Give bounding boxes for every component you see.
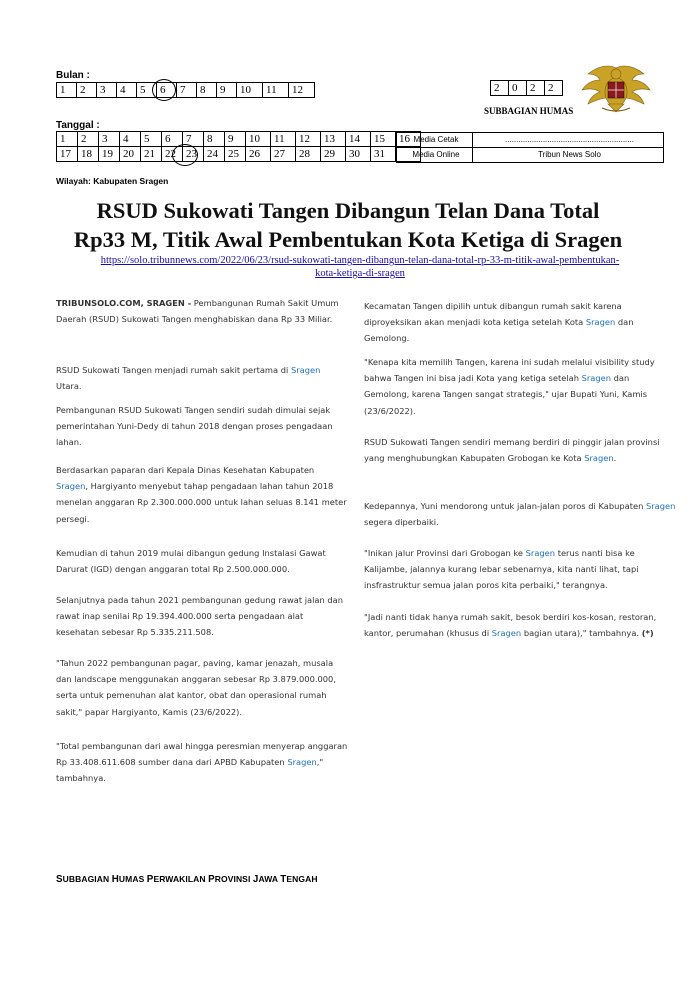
garuda-emblem-icon bbox=[578, 62, 654, 114]
date-cell: 2 bbox=[78, 132, 99, 147]
footer-h1: H bbox=[111, 874, 119, 885]
tanggal-label: Tanggal : bbox=[56, 120, 100, 131]
right-p5-text-a: "Inikan jalur Provinsi dari Grobogan ke bbox=[364, 548, 526, 558]
date-cell: 5 bbox=[141, 132, 162, 147]
footer-h1b: UMAS bbox=[118, 874, 147, 884]
dateline: TRIBUNSOLO.COM, SRAGEN - bbox=[56, 298, 192, 308]
date-cell: 20 bbox=[120, 147, 141, 162]
date-cell: 12 bbox=[296, 132, 321, 147]
date-cell: 16 bbox=[396, 132, 421, 147]
right-p2-text-b: dan Gemolong, karena Tangen sangat strategis," ujar Bupati Yuni, Kamis (23/6/2022). bbox=[364, 373, 648, 416]
month-cell: 12 bbox=[289, 83, 315, 98]
selected-month-circle bbox=[152, 79, 176, 101]
sragen-link[interactable]: Sragen bbox=[581, 373, 612, 384]
right-p4-text-a: Kedepannya, Yuni mendorong untuk jalan-jalan poros di Kabupaten bbox=[364, 501, 646, 511]
end-mark: (*) bbox=[641, 628, 654, 639]
right-p3-text-b: . bbox=[613, 453, 617, 464]
date-cell: 29 bbox=[321, 147, 346, 162]
right-p1-text-a: Kecamatan Tangen dipilih untuk dibangun rumah sakit karena diproyeksikan akan menjadi kota ketiga setelah Kota bbox=[364, 301, 622, 328]
right-p4-text-b: segera diperbaiki. bbox=[364, 517, 439, 528]
date-cell: 22 bbox=[162, 147, 183, 162]
date-cell: 25 bbox=[225, 147, 246, 162]
date-grid bbox=[56, 131, 421, 162]
left-paragraph-3: Pembangunan RSUD Sukowati Tangen sendiri sudah dimulai sejak pemerintahan Yuni-Dedy di tahun 2018 dengan proses pengadaan lahan. bbox=[56, 405, 333, 448]
article-title-line2: Rp33 M, Titik Awal Pembentukan Kota Ketiga di Sragen bbox=[73, 227, 623, 252]
left-p2-text-a: RSUD Sukowati Tangen menjadi rumah sakit pertama di bbox=[56, 365, 291, 375]
left-p8-text-a: "Total pembangunan dari awal hingga peresmian menyerap anggaran Rp 33.408.611.608 sumber dana dari APBD Kabupaten bbox=[56, 741, 348, 768]
month-cell: 5 bbox=[137, 83, 157, 98]
date-cell: 31 bbox=[371, 147, 396, 162]
right-p3-text-a: RSUD Sukowati Tangen sendiri memang berdiri di pinggir jalan provinsi yang menghubungkan Kabupaten Grobogan ke Kota bbox=[364, 437, 660, 464]
date-cell: 27 bbox=[271, 147, 296, 162]
sragen-link[interactable]: Sragen bbox=[491, 628, 522, 639]
left-paragraph-8 bbox=[56, 738, 348, 787]
date-cell: 15 bbox=[371, 132, 396, 147]
sragen-link[interactable]: Sragen bbox=[584, 453, 614, 464]
month-cell: 7 bbox=[177, 83, 197, 98]
media-cetak-label: Media Cetak bbox=[397, 133, 473, 148]
sragen-link[interactable]: Sragen bbox=[290, 365, 321, 375]
year-cell: 2 bbox=[491, 81, 509, 96]
right-paragraph-3 bbox=[364, 434, 676, 466]
article-url-line1[interactable]: https://solo.tribunnews.com/2022/06/23/rsud-sukowati-tangen-dibangun-telan-dana-total-rp-33-m-titik-awal-pembentukan- bbox=[100, 255, 620, 266]
month-cell: 9 bbox=[217, 83, 237, 98]
date-cell: 28 bbox=[296, 147, 321, 162]
media-table bbox=[396, 132, 664, 163]
left-paragraph-6: Selanjutnya pada tahun 2021 pembangunan gedung rawat jalan dan rawat inap senilai Rp 19.394.400.000 serta pengadaan alat kesehatan sebesar Rp 5.335.211.508. bbox=[56, 595, 343, 638]
left-p4-text-b: , Hargiyanto menyebut tahap pengadaan lahan tahun 2018 menelan anggaran Rp 2.300.000.000 untuk lahan seluas 8.141 meter persegi. bbox=[56, 481, 347, 524]
sragen-link[interactable]: Sragen bbox=[645, 501, 676, 511]
date-cell: 24 bbox=[204, 147, 225, 162]
left-paragraph-1 bbox=[56, 295, 348, 327]
month-cell: 1 bbox=[57, 83, 77, 98]
date-cell: 9 bbox=[225, 132, 246, 147]
left-paragraph-7: "Tahun 2022 pembangunan pagar, paving, kamar jenazah, musala dan landscape menggunakan anggaran sebesar Rp 3.879.000.000, serta untuk pemenuhan alat kantor, obat dan operasional rumah sakit," papar Hargiyanto, Kamis (23/6/2022). bbox=[56, 658, 336, 717]
agency-label: SUBBAGIAN HUMAS bbox=[484, 106, 574, 116]
month-cell: 11 bbox=[263, 83, 289, 98]
date-cell: 19 bbox=[99, 147, 120, 162]
article-title-line1: RSUD Sukowati Tangen Dibangun Telan Dana Total bbox=[96, 198, 600, 223]
right-paragraph-4 bbox=[364, 498, 676, 530]
right-paragraph-1 bbox=[364, 298, 676, 347]
footer-agency bbox=[56, 874, 318, 885]
media-cetak-value: .......................................................... bbox=[473, 133, 664, 148]
sragen-link[interactable]: Sragen bbox=[287, 757, 317, 768]
left-paragraph-5: Kemudian di tahun 2019 mulai dibangun gedung Instalasi Gawat Darurat (IGD) dengan anggaran total Rp 2.500.000.000. bbox=[56, 548, 326, 575]
left-p2-text-b: Utara. bbox=[56, 381, 82, 392]
right-p6-text-a: "Jadi nanti tidak hanya rumah sakit, besok berdiri kos-kosan, restoran, kantor, perumahan (khusus di bbox=[364, 612, 657, 639]
date-cell: 17 bbox=[57, 147, 78, 162]
footer-t1b: ENGAH bbox=[286, 874, 318, 884]
footer-s1: S bbox=[56, 874, 63, 885]
date-cell: 1 bbox=[57, 132, 78, 147]
media-online-label: Media Online bbox=[397, 148, 473, 163]
footer-j1b: AWA bbox=[258, 874, 281, 884]
sragen-link[interactable]: Sragen bbox=[56, 481, 86, 492]
year-grid bbox=[490, 80, 563, 96]
date-cell: 10 bbox=[246, 132, 271, 147]
wilayah-label: Wilayah: Kabupaten Sragen bbox=[56, 176, 169, 186]
date-cell: 3 bbox=[99, 132, 120, 147]
right-p1-text-b: dan Gemolong. bbox=[364, 317, 634, 344]
date-cell: 6 bbox=[162, 132, 183, 147]
date-cell: 21 bbox=[141, 147, 162, 162]
left-paragraph-4 bbox=[56, 462, 348, 527]
month-cell: 4 bbox=[117, 83, 137, 98]
footer-j1: J bbox=[252, 874, 259, 885]
left-paragraph-2 bbox=[56, 362, 348, 394]
article-url-line2[interactable]: kota-ketiga-di-sragen bbox=[315, 268, 405, 279]
date-cell: 8 bbox=[204, 132, 225, 147]
date-cell: 7 bbox=[183, 132, 204, 147]
date-cell: 18 bbox=[78, 147, 99, 162]
sragen-link[interactable]: Sragen bbox=[525, 548, 556, 558]
month-cell: 8 bbox=[197, 83, 217, 98]
date-cell: 26 bbox=[246, 147, 271, 162]
date-cell: 11 bbox=[271, 132, 296, 147]
right-paragraph-5 bbox=[364, 545, 676, 594]
date-cell: 13 bbox=[321, 132, 346, 147]
month-cell: 10 bbox=[237, 83, 263, 98]
footer-p2: P bbox=[208, 874, 215, 885]
right-p6-text-b: bagian utara)," tambahnya. bbox=[521, 628, 642, 639]
date-cell: 30 bbox=[346, 147, 371, 162]
footer-t1: T bbox=[280, 874, 287, 885]
left-p8-text-b: ," tambahnya. bbox=[56, 757, 324, 784]
year-cell: 2 bbox=[545, 81, 563, 96]
right-paragraph-2 bbox=[364, 354, 676, 419]
date-cell: 4 bbox=[120, 132, 141, 147]
selected-date-circle bbox=[172, 144, 198, 166]
month-cell: 2 bbox=[77, 83, 97, 98]
date-cell: 14 bbox=[346, 132, 371, 147]
footer-p1b: ERWAKILAN bbox=[153, 874, 209, 884]
left-p4-text-a: Berdasarkan paparan dari Kepala Dinas Kesehatan Kabupaten bbox=[56, 465, 315, 475]
right-p5-text-b: terus nanti bisa ke Kalijambe, jalannya kurang lebar sebenarnya, kita nanti lihat, tapi insfrastruktur semua jalan poros kita perbaiki," terangnya. bbox=[364, 548, 639, 591]
year-cell: 0 bbox=[509, 81, 527, 96]
left-p1-text: Pembangunan Rumah Sakit Umum Daerah (RSUD) Sukowati Tangen menghabiskan dana Rp 33 Miliar. bbox=[56, 298, 339, 325]
right-p2-text-a: "Kenapa kita memilih Tangen, karena ini sudah melalui visibility study bahwa Tangen ini bisa jadi Kota yang ketiga setelah bbox=[364, 357, 655, 384]
year-cell: 2 bbox=[527, 81, 545, 96]
date-cell: 23 bbox=[183, 147, 204, 162]
month-grid bbox=[56, 82, 315, 98]
media-online-value: Tribun News Solo bbox=[473, 148, 664, 163]
footer-p1: P bbox=[146, 874, 154, 885]
sragen-link[interactable]: Sragen bbox=[585, 317, 616, 328]
month-cell: 6 bbox=[157, 83, 177, 98]
footer-s1b: UBBAGIAN bbox=[62, 874, 112, 884]
month-cell: 3 bbox=[97, 83, 117, 98]
footer-p2b: ROVINSI bbox=[214, 874, 253, 884]
bulan-label: Bulan : bbox=[56, 70, 90, 81]
right-paragraph-6 bbox=[364, 609, 676, 641]
